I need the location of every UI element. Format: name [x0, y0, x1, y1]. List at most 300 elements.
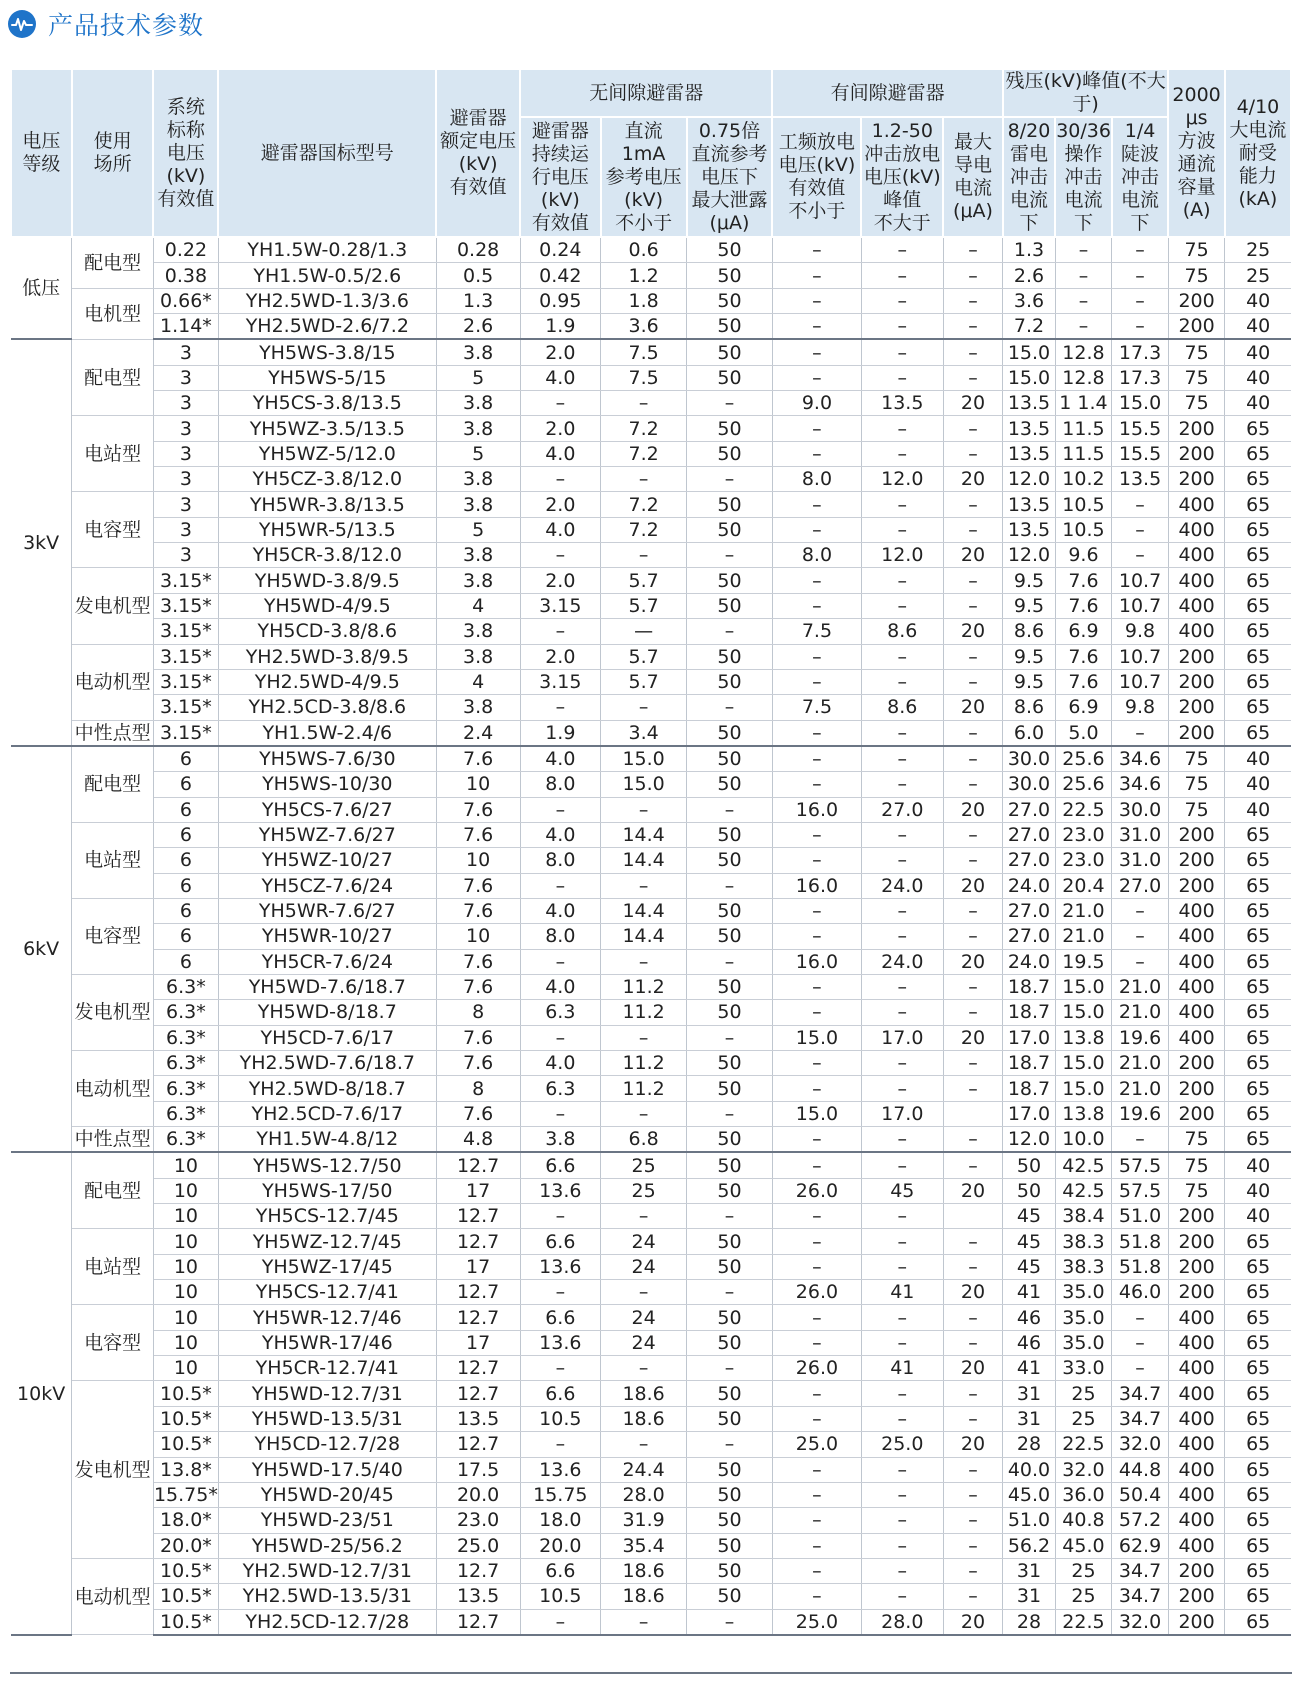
table-cell: –: [520, 391, 601, 416]
table-cell: 20: [943, 1356, 1003, 1381]
table-cell: YH2.5WD-3.8/9.5: [218, 644, 436, 669]
table-cell: –: [772, 1152, 861, 1178]
usage-cell: 发电机型: [72, 974, 154, 1050]
table-cell: –: [687, 949, 773, 974]
table-cell: 12.7: [436, 1381, 520, 1406]
table-cell: 200: [1168, 695, 1225, 720]
table-cell: –: [943, 339, 1003, 365]
table-cell: 18.6: [601, 1381, 687, 1406]
table-cell: 10.5: [1055, 517, 1112, 542]
table-row: [11, 974, 1291, 999]
table-cell: 19.5: [1055, 949, 1112, 974]
table-cell: –: [1112, 720, 1169, 746]
table-cell: [943, 1101, 1003, 1126]
table-cell: 13.8: [1055, 1025, 1112, 1050]
table-cell: 51.8: [1112, 1229, 1169, 1254]
table-cell: –: [772, 669, 861, 694]
table-cell: –: [1112, 314, 1169, 340]
table-cell: 14.4: [601, 848, 687, 873]
table-cell: 50: [687, 517, 773, 542]
table-cell: –: [772, 237, 861, 263]
table-cell: –: [861, 1508, 943, 1533]
table-cell: 20.0: [520, 1533, 601, 1558]
table-cell: 400: [1168, 1025, 1225, 1050]
table-cell: 7.6: [436, 873, 520, 898]
table-cell: –: [943, 365, 1003, 390]
table-row: [11, 1330, 1291, 1355]
table-cell: –: [772, 1508, 861, 1533]
table-cell: –: [943, 314, 1003, 340]
table-cell: 38.3: [1055, 1229, 1112, 1254]
usage-cell: 中性点型: [72, 1127, 154, 1153]
table-cell: 21.0: [1112, 1000, 1169, 1025]
table-cell: 2.0: [520, 568, 601, 593]
table-cell: 200: [1168, 1558, 1225, 1583]
table-cell: 50: [687, 441, 773, 466]
table-cell: –: [861, 441, 943, 466]
table-cell: 45.0: [1055, 1533, 1112, 1558]
table-cell: 8.6: [1003, 695, 1055, 720]
table-cell: 200: [1168, 1076, 1225, 1101]
table-cell: 22.5: [1055, 1432, 1112, 1457]
table-cell: 1.9: [520, 720, 601, 746]
table-cell: 4.0: [520, 746, 601, 772]
table-cell: –: [1112, 543, 1169, 568]
table-cell: 62.9: [1112, 1533, 1169, 1558]
table-cell: 75: [1168, 263, 1225, 288]
table-cell: YH5WZ-3.5/13.5: [218, 416, 436, 441]
table-cell: 10.5: [520, 1406, 601, 1431]
table-cell: –: [943, 1558, 1003, 1583]
table-cell: –: [520, 467, 601, 492]
table-cell: 20: [943, 1609, 1003, 1635]
table-cell: YH5WS-5/15: [218, 365, 436, 390]
table-cell: 10.5*: [153, 1609, 218, 1635]
table-cell: –: [520, 1432, 601, 1457]
table-cell: 50: [687, 1051, 773, 1076]
table-row: [11, 1609, 1291, 1635]
table-cell: 10: [153, 1204, 218, 1229]
table-cell: 14.4: [601, 924, 687, 949]
table-cell: –: [943, 517, 1003, 542]
table-cell: 400: [1168, 1406, 1225, 1431]
table-cell: –: [861, 1254, 943, 1279]
table-cell: 38.4: [1055, 1204, 1112, 1229]
table-cell: 24: [601, 1330, 687, 1355]
table-cell: YH5CR-7.6/24: [218, 949, 436, 974]
table-cell: –: [520, 873, 601, 898]
table-cell: 45: [861, 1178, 943, 1203]
table-cell: YH5CD-3.8/8.6: [218, 619, 436, 644]
table-cell: –: [861, 1482, 943, 1507]
table-cell: YH5CR-12.7/41: [218, 1356, 436, 1381]
table-cell: 27.0: [1003, 822, 1055, 847]
table-cell: –: [601, 1356, 687, 1381]
table-cell: 400: [1168, 593, 1225, 618]
table-cell: –: [687, 1356, 773, 1381]
table-cell: 15.0: [601, 746, 687, 772]
table-cell: YH5WR-3.8/13.5: [218, 492, 436, 517]
table-cell: 18.7: [1003, 1076, 1055, 1101]
table-cell: 13.8*: [153, 1457, 218, 1482]
table-cell: –: [1055, 237, 1112, 263]
table-cell: 13.5: [1112, 467, 1169, 492]
table-cell: 200: [1168, 873, 1225, 898]
table-cell: –: [943, 288, 1003, 313]
table-cell: 6: [153, 873, 218, 898]
table-cell: 50: [687, 1178, 773, 1203]
table-cell: 65: [1225, 492, 1291, 517]
table-cell: 4: [436, 669, 520, 694]
table-cell: –: [687, 1609, 773, 1635]
table-cell: –: [772, 746, 861, 772]
table-cell: 40: [1225, 1204, 1291, 1229]
table-cell: 8.0: [772, 543, 861, 568]
table-row: [11, 720, 1291, 746]
table-cell: 200: [1168, 1204, 1225, 1229]
table-cell: 11.2: [601, 1000, 687, 1025]
table-cell: 6.0: [1003, 720, 1055, 746]
table-cell: 13.5: [436, 1406, 520, 1431]
table-cell: 7.2: [1003, 314, 1055, 340]
table-cell: 2.4: [436, 720, 520, 746]
table-cell: 15.0: [1055, 1051, 1112, 1076]
table-cell: 200: [1168, 720, 1225, 746]
usage-cell: 电容型: [72, 492, 154, 568]
table-cell: 65: [1225, 644, 1291, 669]
table-cell: 6.3*: [153, 1051, 218, 1076]
table-cell: 50: [687, 822, 773, 847]
table-cell: –: [943, 1584, 1003, 1609]
table-cell: –: [861, 772, 943, 797]
table-cell: –: [687, 695, 773, 720]
table-cell: 31: [1003, 1558, 1055, 1583]
table-cell: 14.4: [601, 898, 687, 923]
table-cell: 15.5: [1112, 416, 1169, 441]
table-cell: 46: [1003, 1305, 1055, 1330]
table-cell: –: [943, 1330, 1003, 1355]
table-cell: –: [687, 1280, 773, 1305]
table-cell: –: [943, 593, 1003, 618]
table-cell: 3.15*: [153, 720, 218, 746]
table-cell: 7.2: [601, 416, 687, 441]
table-cell: 57.5: [1112, 1178, 1169, 1203]
table-cell: 25: [601, 1152, 687, 1178]
table-cell: –: [861, 669, 943, 694]
table-row: [11, 1178, 1291, 1203]
table-cell: 6.6: [520, 1381, 601, 1406]
table-cell: –: [601, 949, 687, 974]
table-cell: 75: [1168, 339, 1225, 365]
table-cell: 3.8: [436, 543, 520, 568]
table-cell: 0.24: [520, 237, 601, 263]
table-cell: –: [520, 619, 601, 644]
table-cell: YH1.5W-0.28/1.3: [218, 237, 436, 263]
table-cell: YH5WS-10/30: [218, 772, 436, 797]
table-cell: 65: [1225, 1101, 1291, 1126]
table-cell: 200: [1168, 1584, 1225, 1609]
table-cell: –: [520, 949, 601, 974]
header-continuous-voltage: 避雷器 持续运 行电压 (kV) 有效值: [520, 117, 601, 237]
table-cell: –: [1112, 517, 1169, 542]
waveform-icon: [8, 10, 36, 38]
table-cell: –: [943, 1508, 1003, 1533]
table-cell: 65: [1225, 1558, 1291, 1583]
table-cell: 30.0: [1112, 797, 1169, 822]
table-cell: 3: [153, 365, 218, 390]
table-cell: 200: [1168, 288, 1225, 313]
table-cell: 4.8: [436, 1127, 520, 1153]
table-cell: 50: [687, 263, 773, 288]
table-cell: 50: [1003, 1178, 1055, 1203]
table-cell: 65: [1225, 873, 1291, 898]
table-cell: –: [943, 669, 1003, 694]
table-cell: 36.0: [1055, 1482, 1112, 1507]
table-cell: YH5CR-3.8/12.0: [218, 543, 436, 568]
table-row: [11, 1558, 1291, 1583]
header-square-wave: 2000 μs 方波 通流 容量 (A): [1168, 69, 1225, 237]
table-cell: 50: [687, 314, 773, 340]
table-cell: 65: [1225, 1127, 1291, 1153]
table-cell: 3.8: [436, 339, 520, 365]
table-cell: –: [772, 441, 861, 466]
table-cell: 51.0: [1112, 1204, 1169, 1229]
table-cell: –: [943, 237, 1003, 263]
table-cell: 34.7: [1112, 1406, 1169, 1431]
table-cell: –: [520, 1025, 601, 1050]
table-cell: 41: [861, 1356, 943, 1381]
voltage-level-cell: 低压: [11, 237, 72, 339]
voltage-level-cell: 3kV: [11, 339, 72, 746]
table-cell: 400: [1168, 898, 1225, 923]
table-cell: 25.0: [772, 1432, 861, 1457]
table-cell: 22.5: [1055, 1609, 1112, 1635]
table-cell: YH2.5WD-4/9.5: [218, 669, 436, 694]
table-cell: 12.0: [861, 467, 943, 492]
table-cell: 3: [153, 339, 218, 365]
table-row: [11, 1406, 1291, 1431]
table-cell: 10: [153, 1330, 218, 1355]
table-cell: –: [1112, 1356, 1169, 1381]
table-cell: –: [772, 568, 861, 593]
table-cell: 65: [1225, 949, 1291, 974]
table-row: [11, 492, 1291, 517]
table-cell: 24.0: [1003, 873, 1055, 898]
table-cell: 24.4: [601, 1457, 687, 1482]
table-cell: 13.5: [1003, 517, 1055, 542]
table-cell: 25: [1055, 1406, 1112, 1431]
usage-cell: 配电型: [72, 746, 154, 823]
table-cell: –: [772, 1000, 861, 1025]
table-cell: YH5CS-12.7/41: [218, 1280, 436, 1305]
table-cell: –: [1112, 1127, 1169, 1153]
table-cell: 17.3: [1112, 339, 1169, 365]
table-cell: 15.0: [1003, 339, 1055, 365]
table-row: [11, 1305, 1291, 1330]
table-cell: 21.0: [1112, 974, 1169, 999]
table-cell: 200: [1168, 822, 1225, 847]
table-cell: –: [861, 263, 943, 288]
table-row: [11, 1432, 1291, 1457]
table-cell: 50: [687, 1558, 773, 1583]
table-cell: 20.0: [436, 1482, 520, 1507]
table-cell: –: [772, 1127, 861, 1153]
table-cell: 65: [1225, 416, 1291, 441]
table-cell: –: [1112, 1330, 1169, 1355]
table-cell: 8.0: [772, 467, 861, 492]
table-cell: –: [601, 797, 687, 822]
table-cell: –: [772, 365, 861, 390]
table-cell: –: [861, 1229, 943, 1254]
table-cell: 6: [153, 848, 218, 873]
table-cell: 34.7: [1112, 1381, 1169, 1406]
table-cell: 75: [1168, 1127, 1225, 1153]
table-cell: 31: [1003, 1381, 1055, 1406]
table-cell: 13.5: [436, 1584, 520, 1609]
table-cell: 25: [1055, 1558, 1112, 1583]
table-cell: –: [943, 1457, 1003, 1482]
table-cell: 3.6: [1003, 288, 1055, 313]
header-usage: 使用 场所: [72, 69, 154, 237]
table-cell: 12.8: [1055, 365, 1112, 390]
table-cell: 75: [1168, 1152, 1225, 1178]
table-row: [11, 1152, 1291, 1178]
table-row: [11, 263, 1291, 288]
table-cell: 6.6: [520, 1558, 601, 1583]
table-cell: 18.7: [1003, 1000, 1055, 1025]
table-cell: 23.0: [436, 1508, 520, 1533]
table-cell: 7.5: [601, 365, 687, 390]
table-cell: YH5WD-13.5/31: [218, 1406, 436, 1431]
table-cell: 6: [153, 772, 218, 797]
table-cell: 65: [1225, 1000, 1291, 1025]
table-cell: 4.0: [520, 1051, 601, 1076]
table-cell: YH5WZ-7.6/27: [218, 822, 436, 847]
table-cell: 24: [601, 1254, 687, 1279]
table-cell: 26.0: [772, 1356, 861, 1381]
table-cell: 28: [1003, 1609, 1055, 1635]
table-cell: –: [1055, 314, 1112, 340]
table-cell: 75: [1168, 797, 1225, 822]
table-cell: –: [772, 720, 861, 746]
table-cell: 65: [1225, 467, 1291, 492]
table-cell: –: [943, 644, 1003, 669]
table-row: [11, 1025, 1291, 1050]
table-cell: 46: [1003, 1330, 1055, 1355]
table-cell: 20: [943, 1178, 1003, 1203]
table-cell: –: [861, 720, 943, 746]
table-cell: 45.0: [1003, 1482, 1055, 1507]
table-cell: 6.6: [520, 1229, 601, 1254]
table-cell: 12.7: [436, 1229, 520, 1254]
table-cell: 50: [687, 1381, 773, 1406]
table-cell: –: [520, 1609, 601, 1635]
table-cell: 75: [1168, 237, 1225, 263]
table-cell: –: [772, 492, 861, 517]
table-cell: 10: [153, 1152, 218, 1178]
table-cell: 65: [1225, 1330, 1291, 1355]
table-cell: 0.38: [153, 263, 218, 288]
table-cell: 6: [153, 746, 218, 772]
table-cell: 4: [436, 593, 520, 618]
table-cell: 16.0: [772, 797, 861, 822]
table-cell: –: [943, 1127, 1003, 1153]
table-cell: 6: [153, 924, 218, 949]
table-cell: YH2.5WD-1.3/3.6: [218, 288, 436, 313]
table-cell: –: [687, 391, 773, 416]
table-cell: –: [772, 1051, 861, 1076]
table-cell: 3.6: [601, 314, 687, 340]
table-cell: 65: [1225, 669, 1291, 694]
table-row: [11, 1584, 1291, 1609]
table-cell: 10: [153, 1254, 218, 1279]
table-cell: 19.6: [1112, 1101, 1169, 1126]
table-cell: 10.5*: [153, 1406, 218, 1431]
table-cell: 28.0: [861, 1609, 943, 1635]
table-cell: 13.5: [1003, 416, 1055, 441]
table-cell: 50: [687, 1508, 773, 1533]
table-cell: 50: [687, 492, 773, 517]
table-cell: 65: [1225, 720, 1291, 746]
table-cell: YH5WZ-10/27: [218, 848, 436, 873]
table-cell: 5.7: [601, 593, 687, 618]
table-cell: 16.0: [772, 949, 861, 974]
table-cell: 0.22: [153, 237, 218, 263]
table-cell: 28.0: [601, 1482, 687, 1507]
table-row: [11, 822, 1291, 847]
header-residual-group: 残压(kV)峰值(不大于): [1003, 69, 1169, 117]
table-cell: YH5WR-17/46: [218, 1330, 436, 1355]
table-cell: 400: [1168, 517, 1225, 542]
table-cell: 50: [687, 593, 773, 618]
table-cell: –: [943, 1000, 1003, 1025]
table-cell: 2.6: [1003, 263, 1055, 288]
table-cell: YH5CD-12.7/28: [218, 1432, 436, 1457]
table-cell: 25.6: [1055, 772, 1112, 797]
table-row: [11, 568, 1291, 593]
table-cell: 50: [687, 669, 773, 694]
table-row: [11, 1000, 1291, 1025]
table-cell: –: [601, 543, 687, 568]
table-cell: YH2.5CD-7.6/17: [218, 1101, 436, 1126]
table-cell: 15.0: [1055, 974, 1112, 999]
table-cell: 12.7: [436, 1609, 520, 1635]
table-cell: 40.0: [1003, 1457, 1055, 1482]
table-cell: –: [861, 848, 943, 873]
table-cell: 50: [687, 1330, 773, 1355]
table-cell: 42.5: [1055, 1152, 1112, 1178]
table-cell: 65: [1225, 898, 1291, 923]
table-cell: YH5WR-10/27: [218, 924, 436, 949]
table-cell: 0.42: [520, 263, 601, 288]
table-cell: –: [687, 543, 773, 568]
table-cell: YH2.5CD-12.7/28: [218, 1609, 436, 1635]
table-cell: 18.7: [1003, 974, 1055, 999]
table-cell: 20: [943, 695, 1003, 720]
table-cell: 50: [687, 1533, 773, 1558]
table-cell: 20: [943, 949, 1003, 974]
table-cell: 12.7: [436, 1305, 520, 1330]
table-cell: –: [1112, 898, 1169, 923]
table-cell: 40: [1225, 797, 1291, 822]
table-cell: YH5WD-8/18.7: [218, 1000, 436, 1025]
table-cell: 2.0: [520, 339, 601, 365]
table-cell: 40: [1225, 391, 1291, 416]
table-cell: 31.9: [601, 1508, 687, 1533]
table-cell: 18.6: [601, 1406, 687, 1431]
table-cell: 7.6: [1055, 669, 1112, 694]
table-cell: 65: [1225, 695, 1291, 720]
